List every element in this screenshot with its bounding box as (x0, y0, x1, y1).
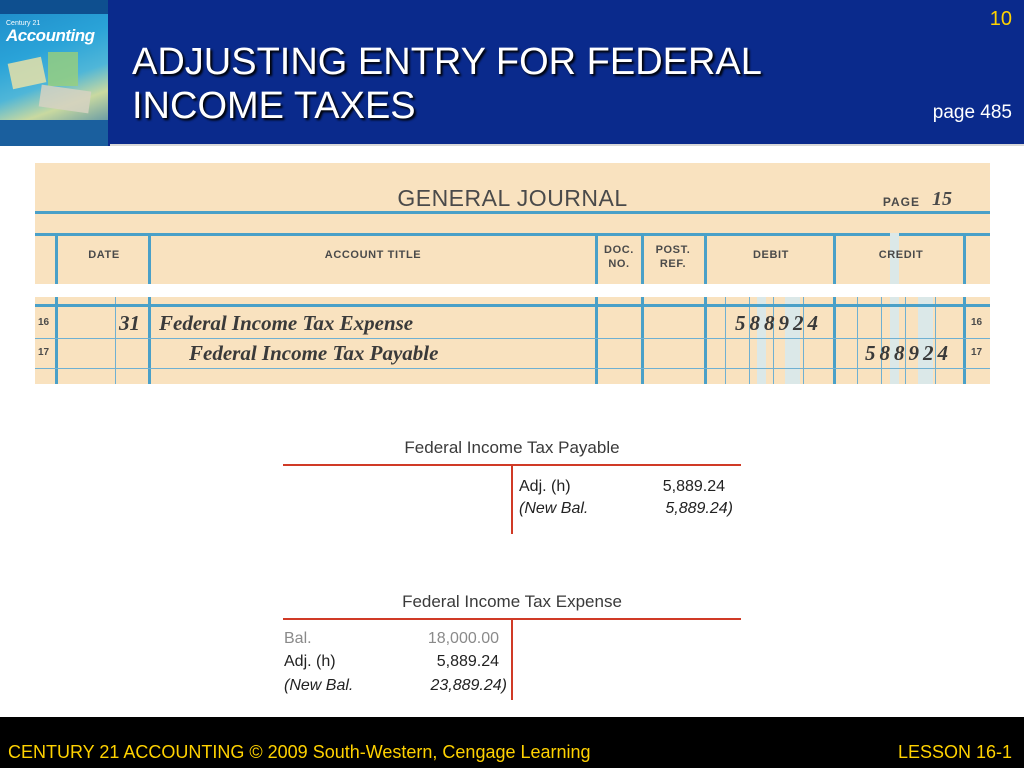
journal-credit-amount: 588924 (865, 341, 952, 365)
book-series: Century 21 (6, 20, 41, 27)
column-header-credit: CREDIT (878, 249, 924, 261)
column-header-post-ref: POST. REF. (655, 244, 691, 270)
journal-account-title: Federal Income Tax Expense (159, 311, 414, 335)
column-header-doc-no: DOC. NO. (604, 244, 634, 270)
journal-date-day: 31 (119, 311, 140, 335)
journal-line-number: 16 (38, 317, 50, 328)
column-header-account-title: ACCOUNT TITLE (324, 249, 422, 261)
slide-title: ADJUSTING ENTRY FOR FEDERAL INCOME TAXES (132, 41, 762, 127)
journal-account-title: Federal Income Tax Payable (189, 341, 439, 365)
page-reference: page 485 (932, 102, 1012, 123)
journal-line-number: 17 (38, 347, 50, 358)
textbook-cover-image (0, 0, 110, 146)
general-journal (35, 163, 990, 384)
slide-header (0, 0, 1024, 146)
journal-title: GENERAL JOURNAL (397, 185, 628, 211)
t-entry-label: (New Bal. (284, 677, 354, 694)
t-entry-label: Adj. (h) (519, 478, 571, 495)
footer-copyright: CENTURY 21 ACCOUNTING © 2009 South-Western, Cengage Learning (8, 742, 591, 762)
journal-page-number: 15 (932, 188, 952, 210)
t-entry-amount: 23,889.24) (430, 677, 507, 694)
t-entry-amount: 18,000.00 (427, 630, 499, 647)
footer-lesson: LESSON 16-1 (897, 742, 1012, 762)
t-entry-label: Bal. (284, 630, 312, 647)
t-account-tax-expense (283, 590, 741, 714)
book-brand: Accounting (6, 26, 95, 45)
t-account-title: Federal Income Tax Expense (402, 592, 622, 611)
column-header-debit: DEBIT (753, 249, 789, 261)
t-entry-amount: 5,889.24 (662, 478, 725, 495)
t-account-title: Federal Income Tax Payable (404, 438, 620, 457)
slide-number: 10 (989, 8, 1012, 30)
t-entry-amount: 5,889.24 (436, 653, 499, 670)
journal-debit-amount: 588924 (735, 311, 822, 335)
column-header-date: DATE (88, 249, 120, 261)
t-entry-amount: 5,889.24) (665, 500, 733, 517)
t-account-tax-payable (283, 436, 741, 536)
journal-page-label: PAGE (882, 195, 920, 209)
journal-line-number-right: 17 (971, 347, 983, 358)
journal-line-number-right: 16 (971, 317, 983, 328)
t-entry-label: (New Bal. (519, 500, 589, 517)
slide-footer (0, 717, 1024, 768)
t-entry-label: Adj. (h) (284, 653, 336, 670)
